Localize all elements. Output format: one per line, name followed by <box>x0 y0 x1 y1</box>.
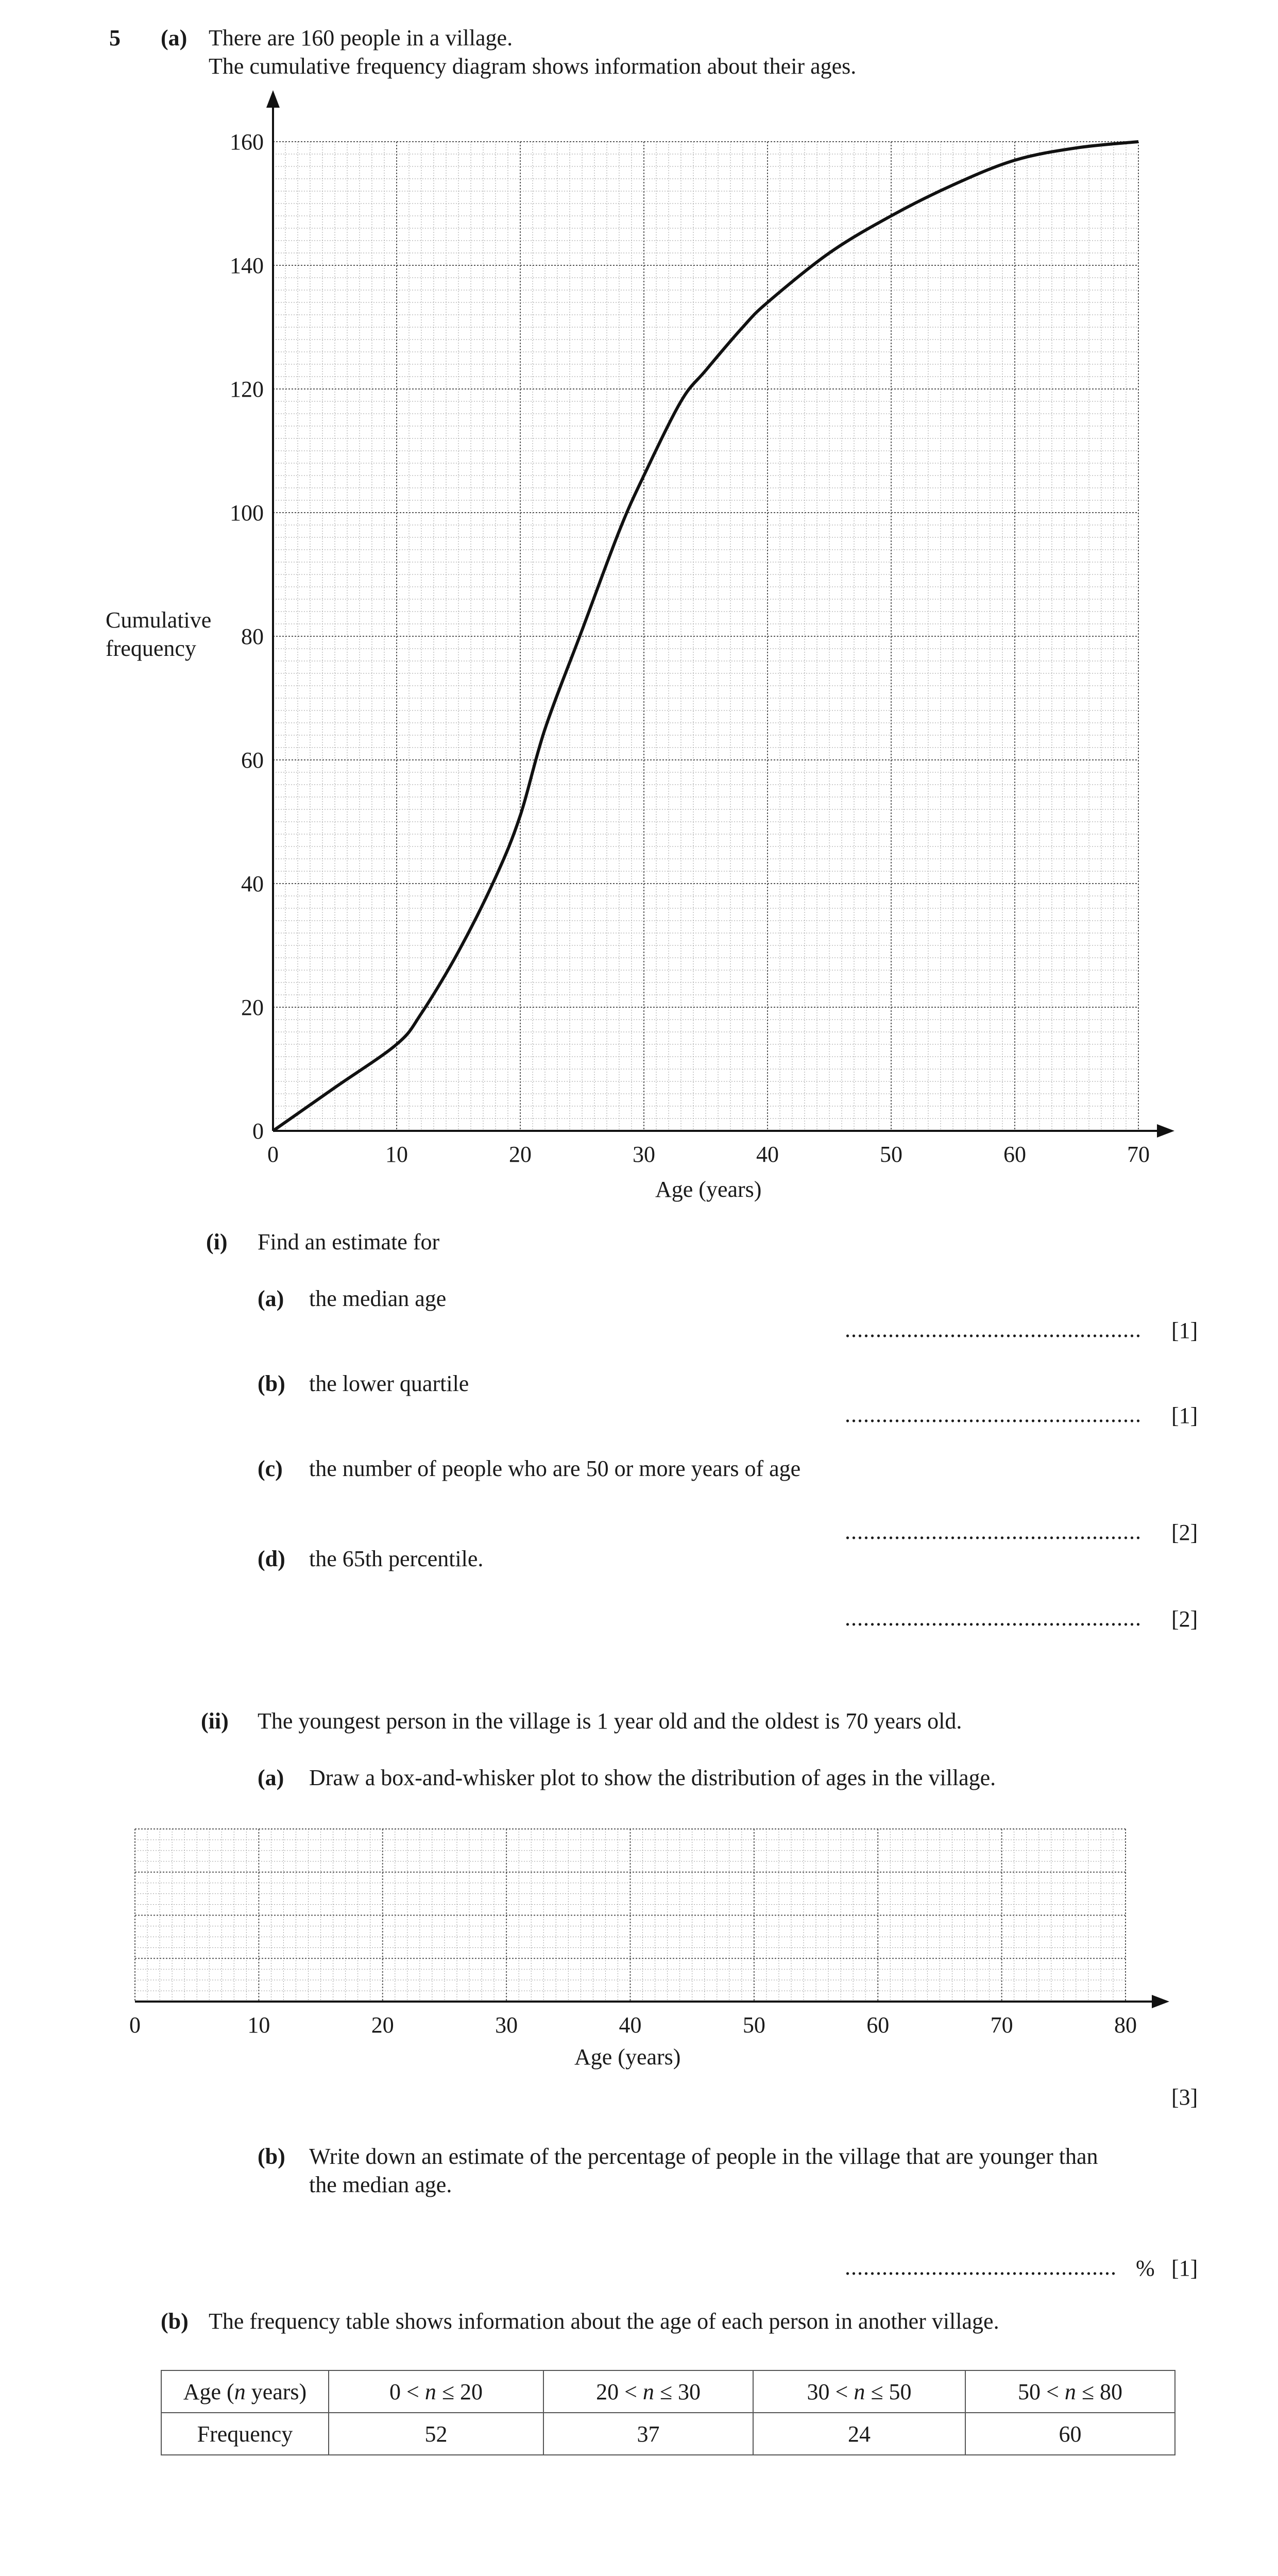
part-ii-a-mark: [3] <box>1171 2084 1198 2110</box>
box-x-tick-label: 10 <box>247 2012 270 2038</box>
part-i-c-answer-line[interactable]: ................................................ <box>845 1519 1141 1544</box>
part-i-a-mark: [1] <box>1171 1318 1198 1343</box>
cf-y-tick-label: 80 <box>241 624 264 649</box>
cf-y-axis-label-line-2: frequency <box>106 636 196 661</box>
question-number: 5 <box>109 25 121 50</box>
part-ii-b-label: (b) <box>258 2144 285 2169</box>
intro-line-2: The cumulative frequency diagram shows information about their ages. <box>209 54 857 79</box>
box-x-tick-label: 70 <box>990 2012 1013 2038</box>
cf-y-tick-label: 140 <box>230 253 264 278</box>
part-ii-a-label: (a) <box>258 1765 284 1790</box>
table-row <box>161 2413 1175 2455</box>
cf-x-axis-label: Age (years) <box>655 1177 762 1202</box>
part-a-label: (a) <box>161 25 188 50</box>
part-ii-label: (ii) <box>201 1708 229 1734</box>
intro-line-1: There are 160 people in a village. <box>209 25 513 50</box>
box-x-tick-label: 50 <box>742 2012 765 2038</box>
cf-y-tick-label: 0 <box>252 1118 264 1144</box>
frequency-table <box>161 2370 1175 2455</box>
part-ii-b-line-1: Write down an estimate of the percentage of people in the village that are younger than <box>309 2144 1098 2169</box>
box-x-tick-label: 30 <box>495 2012 518 2038</box>
part-i-a-text: the median age <box>309 1286 447 1311</box>
table-header-cell: 0 < n ≤ 20 <box>329 2370 543 2413</box>
box-x-tick-label: 0 <box>129 2012 141 2038</box>
box-x-tick-label: 60 <box>866 2012 890 2038</box>
part-i-b-answer-line[interactable]: ................................................ <box>845 1402 1141 1427</box>
cf-x-tick-label: 0 <box>267 1142 279 1167</box>
table-cell: 60 <box>965 2413 1175 2455</box>
part-ii-b-answer-line[interactable]: ............................................ <box>845 2255 1117 2280</box>
part-ii-b-line-2: the median age. <box>309 2172 452 2197</box>
part-i-c-text: the number of people who are 50 or more years of age <box>309 1456 801 1481</box>
part-b-text: The frequency table shows information about the age of each person in another village. <box>209 2309 999 2334</box>
box-x-tick-label: 20 <box>371 2012 394 2038</box>
cf-x-tick-label: 60 <box>1003 1142 1026 1167</box>
part-i-b-label: (b) <box>258 1371 285 1396</box>
box-x-tick-label: 40 <box>619 2012 642 2038</box>
cf-x-tick-label: 10 <box>385 1142 408 1167</box>
part-i-c-label: (c) <box>258 1456 283 1481</box>
part-i-prompt: Find an estimate for <box>258 1229 440 1255</box>
box-plot-x-axis-label: Age (years) <box>574 2044 681 2070</box>
cf-y-tick-label: 60 <box>241 748 264 773</box>
part-ii-text: The youngest person in the village is 1 year old and the oldest is 70 years old. <box>258 1708 962 1734</box>
part-i-d-answer-line[interactable]: ................................................ <box>845 1605 1141 1631</box>
table-cell: 37 <box>543 2413 753 2455</box>
cf-x-tick-label: 50 <box>880 1142 902 1167</box>
cf-y-axis-label-line-1: Cumulative <box>106 607 212 633</box>
table-header-cell: 50 < n ≤ 80 <box>965 2370 1175 2413</box>
part-i-d-label: (d) <box>258 1546 285 1571</box>
part-i-a-label: (a) <box>258 1286 284 1311</box>
part-i-b-mark: [1] <box>1171 1403 1198 1428</box>
cf-x-tick-label: 70 <box>1127 1142 1150 1167</box>
part-i-label: (i) <box>206 1229 228 1255</box>
part-b-label: (b) <box>161 2309 189 2334</box>
cf-y-tick-label: 40 <box>241 871 264 896</box>
cf-y-tick-label: 100 <box>230 500 264 526</box>
part-i-d-mark: [2] <box>1171 1606 1198 1632</box>
table-cell: 24 <box>753 2413 965 2455</box>
part-i-a-answer-line[interactable]: ................................................ <box>845 1317 1141 1342</box>
part-i-b-text: the lower quartile <box>309 1371 469 1396</box>
cf-y-tick-label: 160 <box>230 129 264 155</box>
part-ii-b-mark: [1] <box>1171 2256 1198 2281</box>
table-row <box>161 2370 1175 2413</box>
box-x-tick-label: 80 <box>1114 2012 1137 2038</box>
cf-y-tick-label: 20 <box>241 995 264 1020</box>
cf-x-tick-label: 30 <box>633 1142 655 1167</box>
table-cell: 52 <box>329 2413 543 2455</box>
table-header-cell: 30 < n ≤ 50 <box>753 2370 965 2413</box>
part-ii-a-text: Draw a box-and-whisker plot to show the distribution of ages in the village. <box>309 1765 996 1790</box>
table-row-label: Frequency <box>161 2413 329 2455</box>
table-header-cell: 20 < n ≤ 30 <box>543 2370 753 2413</box>
cf-x-tick-label: 40 <box>756 1142 779 1167</box>
cf-x-tick-label: 20 <box>509 1142 532 1167</box>
part-ii-b-unit: % <box>1136 2256 1155 2281</box>
cf-y-tick-label: 120 <box>230 377 264 402</box>
table-header-cell: Age (n years) <box>161 2370 329 2413</box>
part-i-d-text: the 65th percentile. <box>309 1546 484 1571</box>
part-i-c-mark: [2] <box>1171 1520 1198 1545</box>
